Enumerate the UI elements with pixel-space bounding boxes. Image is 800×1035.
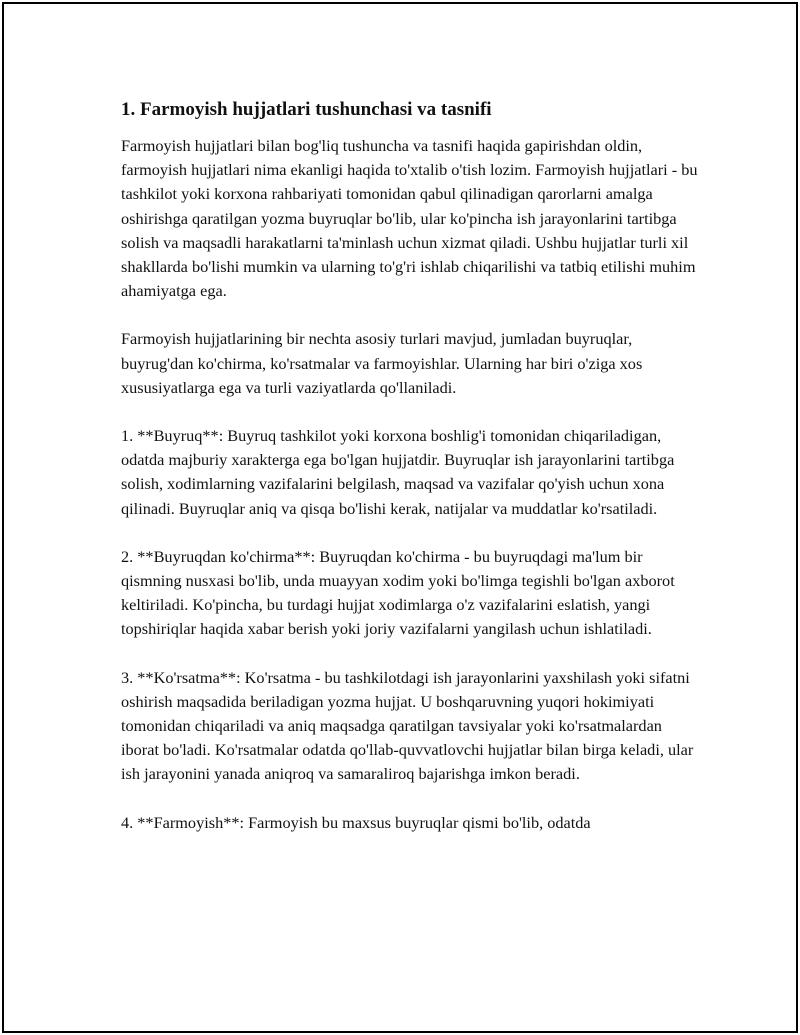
- paragraph-buyruq: 1. **Buyruq**: Buyruq tashkilot yoki korxona boshlig'i tomonidan chiqariladigan, odatda majburiy xarakterga ega bo'lgan hujjatdir. Buyruqlar ish jarayonlarini tartibga solish, xodimlarning vazifalarini belgilash, maqsad va vazifalar qo'yish uchun xona qilinadi. Buyruqlar aniq va qisqa bo'lishi kerak, natijalar va muddatlar ko'rsatiladi.: [121, 426, 675, 518]
- paragraph-buyruqdan-kochirma: 2. **Buyruqdan ko'chirma**: Buyruqdan ko'chirma - bu buyruqdagi ma'lum bir qismning nusxasi bo'lib, unda muayyan xodim yoki bo'limga tegishli bo'lgan axborot keltiriladi. Ko'pincha, bu turdagi hujjat xodimlarga o'z vazifalarini eslatish, yangi topshiriqlar haqida xabar berish yoki joriy vazifalarni yangilash uchun ishlatiladi.: [121, 546, 675, 639]
- section-title: 1. Farmoyish hujjatlari tushunchasi va tasnifi: [121, 99, 492, 120]
- document-body: [121, 98, 701, 859]
- paragraph-intro: Farmoyish hujjatlari bilan bog'liq tushuncha va tasnifi haqida gapirishdan oldin, farmoyish hujjatlari nima ekanligi haqida to'xtalib o'tish lozim. Farmoyish hujjatlari - bu tashkilot yoki korxona rahbariyati tomonidan qabul qilinadigan qarorlarni amalga oshirishga qaratilgan yozma buyruqlar bo'lib, ular ko'pincha ish jarayonlarini tartibga solish va maqsadli harakatlarni ta'minlash uchun xizmat qiladi. Ushbu hujjatlar turli xil shakllarda bo'lishi mumkin va ularning to'g'ri ishlab chiqarilishi va tatbiq etilishi muhim ahamiyatga ega.: [121, 136, 698, 301]
- paragraph-farmoyish: 4. **Farmoyish**: Farmoyish bu maxsus buyruqlar qismi bo'lib, odatda: [121, 812, 591, 832]
- paragraph-korsatma: 3. **Ko'rsatma**: Ko'rsatma - bu tashkilotdagi ish jarayonlarini yaxshilash yoki sifatni oshirish maqsadida beriladigan yozma hujjat. U boshqaruvning yuqori hokimiyati tomonidan chiqariladi va aniq maqsadga qaratilgan tavsiyalar yoki ko'rsatmalardan iborat bo'ladi. Ko'rsatmalar odatda qo'llab-quvvatlovchi hujjatlar bilan birga keladi, ular ish jarayonini yanada aniqroq va samaraliroq bajarishga imkon beradi.: [121, 667, 694, 784]
- page-frame: [2, 2, 798, 1033]
- paragraph-types: Farmoyish hujjatlarining bir nechta asosiy turlari mavjud, jumladan buyruqlar, buyrug'dan ko'chirma, ko'rsatmalar va farmoyishlar. Ularning har biri o'ziga xos xususiyatlarga ega va turli vaziyatlarda qo'llaniladi.: [121, 329, 643, 397]
